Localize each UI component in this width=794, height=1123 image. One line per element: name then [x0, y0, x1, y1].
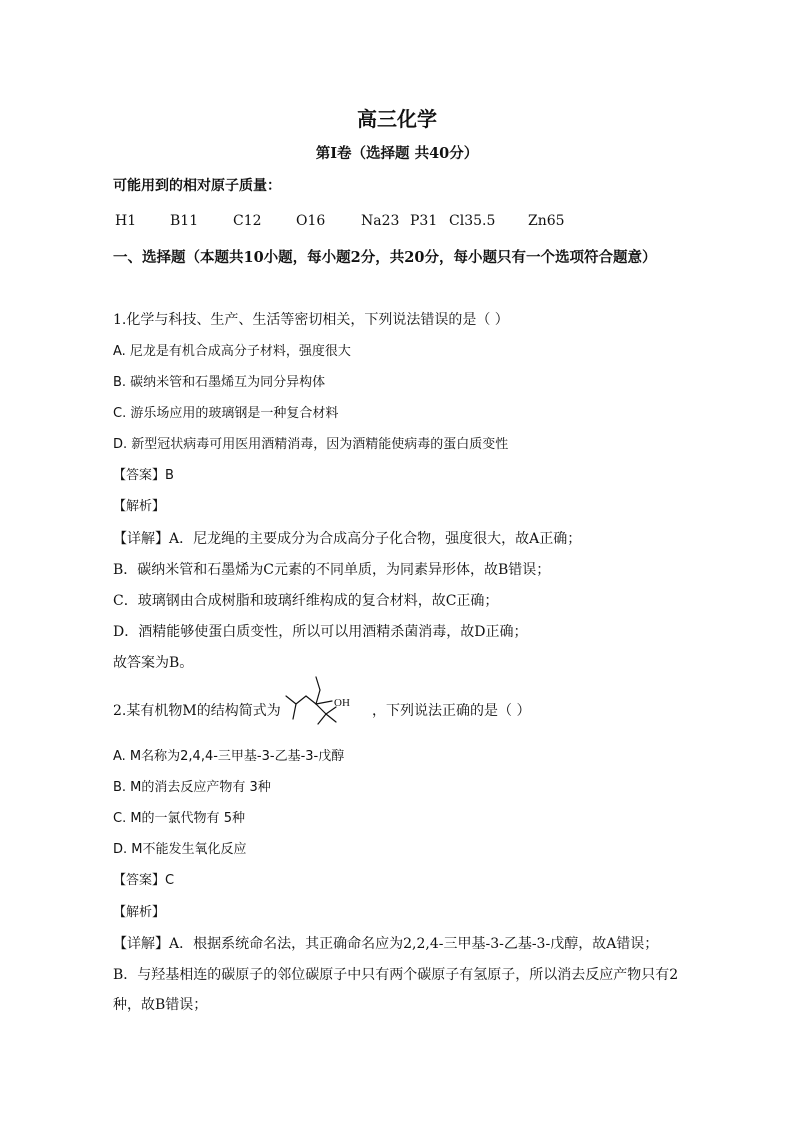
question-2-stem-after: ，下列说法正确的是（ ） [372, 703, 531, 719]
bond-line [306, 696, 316, 704]
question-2-stem-before: 2.某有机物M的结构简式为 [113, 703, 281, 719]
hydroxyl-label: OH [334, 697, 350, 709]
question-1-conclusion: 故答案为B。 [113, 655, 194, 671]
bond-line [296, 696, 306, 704]
bond-line [293, 704, 296, 719]
page-title: 高三化学 [357, 107, 437, 131]
question-2-analysis-label: 【解析】 [113, 905, 166, 920]
question-1-option-d: D. 新型冠状病毒可用医用酒精消毒，因为酒精能使病毒的蛋白质变性 [113, 437, 509, 452]
atomic-mass-item: P31 [410, 213, 438, 229]
skeletal-structure-diagram [284, 674, 368, 730]
section-heading: 一、选择题（本题共10小题，每小题2分，共20分，每小题只有一个选项符合题意） [113, 249, 657, 266]
bond-line [318, 714, 326, 724]
atomic-mass-item: Cl35.5 [449, 213, 496, 229]
atomic-mass-item: Na23 [361, 213, 400, 229]
question-2-option-c: C. M的一氯代物有 5种 [113, 811, 245, 826]
atomic-mass-item: C12 [233, 213, 262, 229]
bond-line [316, 677, 320, 690]
question-1-option-c: C. 游乐场应用的玻璃钢是一种复合材料 [113, 406, 339, 421]
question-1-detail-d: D．酒精能够使蛋白质变性，所以可以用酒精杀菌消毒，故D正确； [113, 624, 528, 640]
question-1-answer: 【答案】B [113, 468, 174, 483]
question-1-option-b: B. 碳纳米管和石墨烯互为同分异构体 [113, 375, 326, 390]
question-1-option-a: A. 尼龙是有机合成高分子材料，强度很大 [113, 344, 351, 359]
question-2-option-a: A. M名称为2,4,4-三甲基-3-乙基-3-戊醇 [113, 749, 345, 764]
question-1-detail-b: B．碳纳米管和石墨烯为C元素的不同单质，为同素异形体，故B错误； [113, 562, 551, 578]
bond-line [316, 704, 326, 714]
bond-line [316, 701, 332, 704]
question-2-answer: 【答案】C [113, 873, 175, 888]
atomic-mass-item: O16 [296, 213, 326, 229]
question-2-option-b: B. M的消去反应产物有 3种 [113, 780, 271, 795]
bond-line [326, 714, 336, 722]
atomic-mass-item: Zn65 [528, 213, 565, 229]
question-1-stem: 1.化学与科技、生产、生活等密切相关，下列说法错误的是（ ） [113, 312, 509, 328]
question-2-option-d: D. M不能发生氧化反应 [113, 842, 247, 857]
atomic-mass-item: H1 [115, 213, 137, 229]
question-1-analysis-label: 【解析】 [113, 499, 166, 514]
page-subtitle: 第Ⅰ卷（选择题 共40分） [315, 145, 479, 162]
bond-line [316, 690, 320, 704]
question-1-detail-a: 【详解】A．尼龙绳的主要成分为合成高分子化合物，强度很大，故A正确； [113, 531, 582, 547]
question-1-detail-c: C．玻璃钢由合成树脂和玻璃纤维构成的复合材料，故C正确； [113, 593, 499, 609]
atomic-mass-item: B11 [170, 213, 199, 229]
atomic-mass-label: 可能用到的相对原子质量： [113, 178, 281, 194]
question-2-detail-a: 【详解】A．根据系统命名法，其正确命名应为2,2,4-三甲基-3-乙基-3-戊醇，故A错误； [113, 936, 659, 952]
question-2-detail-b: B．与羟基相连的碳原子的邻位碳原子中只有两个碳原子有氢原子，所以消去反应产物只有2种，故B错误； [113, 967, 679, 1013]
bond-line [286, 696, 296, 704]
